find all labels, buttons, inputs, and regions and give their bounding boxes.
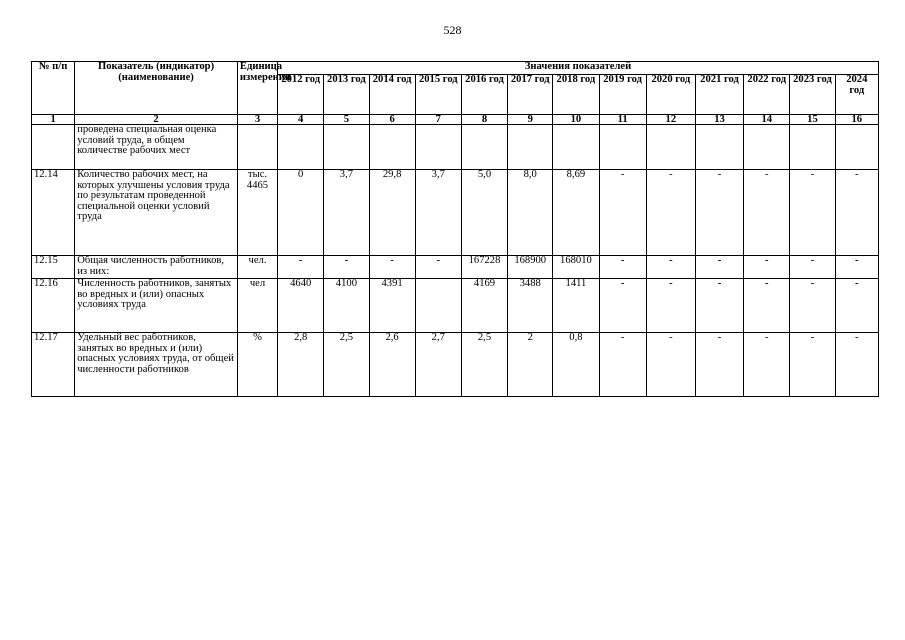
col-number: 15 <box>790 115 835 125</box>
value-cell: 3488 <box>508 279 553 333</box>
value-cell: 2,7 <box>415 333 461 397</box>
value-cell: - <box>695 279 743 333</box>
col-header-year: 2019 год <box>599 75 646 115</box>
unit-cell: тыс. 4465 <box>237 170 277 256</box>
value-cell: 1411 <box>553 279 599 333</box>
row-number <box>32 125 75 170</box>
col-header-year: 2021 год <box>695 75 743 115</box>
col-header-year: 2012 год <box>278 75 324 115</box>
table-header <box>32 62 879 125</box>
value-cell: - <box>790 279 835 333</box>
value-cell: - <box>790 170 835 256</box>
row-number: 12.16 <box>32 279 75 333</box>
value-cell: - <box>744 256 790 279</box>
value-cell <box>744 125 790 170</box>
value-cell <box>790 125 835 170</box>
col-number: 9 <box>508 115 553 125</box>
value-cell <box>324 125 369 170</box>
value-cell: 4640 <box>278 279 324 333</box>
col-number: 11 <box>599 115 646 125</box>
indicators-table <box>31 61 879 397</box>
col-header-no: № п/п <box>32 62 75 115</box>
value-cell: - <box>599 256 646 279</box>
table-row <box>32 125 879 170</box>
value-cell: - <box>835 279 878 333</box>
indicator-name: Общая численность работников, из них: <box>75 256 238 279</box>
value-cell <box>415 125 461 170</box>
value-cell: - <box>646 256 695 279</box>
value-cell <box>599 125 646 170</box>
value-cell <box>646 125 695 170</box>
unit-cell: чел <box>237 279 277 333</box>
value-cell: 5,0 <box>461 170 507 256</box>
value-cell: 4100 <box>324 279 369 333</box>
value-cell: 2,6 <box>369 333 415 397</box>
value-cell: 4169 <box>461 279 507 333</box>
value-cell <box>415 279 461 333</box>
value-cell: 167228 <box>461 256 507 279</box>
page-number: 528 <box>443 23 462 37</box>
col-number: 8 <box>461 115 507 125</box>
col-header-year: 2013 год <box>324 75 369 115</box>
value-cell: 4391 <box>369 279 415 333</box>
value-cell: - <box>695 170 743 256</box>
col-number: 3 <box>237 115 277 125</box>
value-cell: 29,8 <box>369 170 415 256</box>
value-cell: - <box>415 256 461 279</box>
col-header-year: 2016 год <box>461 75 507 115</box>
col-number: 5 <box>324 115 369 125</box>
value-cell: - <box>646 279 695 333</box>
value-cell <box>835 125 878 170</box>
value-cell: - <box>744 333 790 397</box>
row-number: 12.15 <box>32 256 75 279</box>
value-cell: - <box>835 333 878 397</box>
value-cell: - <box>599 333 646 397</box>
col-header-year: 2022 год <box>744 75 790 115</box>
value-cell: 168900 <box>508 256 553 279</box>
value-cell: 2 <box>508 333 553 397</box>
value-cell: - <box>599 170 646 256</box>
col-header-year: 2014 год <box>369 75 415 115</box>
value-cell <box>695 125 743 170</box>
value-cell: - <box>744 170 790 256</box>
col-number: 14 <box>744 115 790 125</box>
col-header-year: 2017 год <box>508 75 553 115</box>
value-cell: - <box>790 256 835 279</box>
value-cell: 3,7 <box>324 170 369 256</box>
table-row <box>32 333 879 397</box>
value-cell: - <box>599 279 646 333</box>
indicator-name: Количество рабочих мест, на которых улучшены условия труда по результатам проведенной специальной оценки условий труда <box>75 170 238 256</box>
value-cell: - <box>646 333 695 397</box>
value-cell <box>278 125 324 170</box>
table-row <box>32 256 879 279</box>
col-header-unit: Единица измерения <box>237 62 277 115</box>
col-number: 12 <box>646 115 695 125</box>
value-cell: 2,5 <box>324 333 369 397</box>
value-cell: - <box>835 170 878 256</box>
value-cell: 8,0 <box>508 170 553 256</box>
value-cell: - <box>278 256 324 279</box>
indicator-name: Численность работников, занятых во вредных и (или) опасных условиях труда <box>75 279 238 333</box>
value-cell <box>508 125 553 170</box>
col-header-year: 2020 год <box>646 75 695 115</box>
col-header-year: 2018 год <box>553 75 599 115</box>
col-number: 4 <box>278 115 324 125</box>
row-number: 12.17 <box>32 333 75 397</box>
col-number: 16 <box>835 115 878 125</box>
value-cell: 0 <box>278 170 324 256</box>
value-cell <box>369 125 415 170</box>
table-row <box>32 170 879 256</box>
value-cell: - <box>369 256 415 279</box>
value-cell <box>461 125 507 170</box>
value-cell: 168010 <box>553 256 599 279</box>
col-number: 10 <box>553 115 599 125</box>
value-cell: - <box>695 256 743 279</box>
indicator-name: проведена специальная оценка условий труда, в общем количестве рабочих мест <box>75 125 238 170</box>
value-cell: - <box>646 170 695 256</box>
col-number: 1 <box>32 115 75 125</box>
unit-cell: % <box>237 333 277 397</box>
col-number: 13 <box>695 115 743 125</box>
col-header-indicator: Показатель (индикатор) (наименование) <box>75 62 238 115</box>
value-cell: - <box>744 279 790 333</box>
value-cell: - <box>324 256 369 279</box>
value-cell: - <box>790 333 835 397</box>
value-cell: - <box>695 333 743 397</box>
value-cell: 2,5 <box>461 333 507 397</box>
value-cell <box>553 125 599 170</box>
col-header-values-group: Значения показателей <box>278 62 879 75</box>
value-cell: 2,8 <box>278 333 324 397</box>
col-number: 2 <box>75 115 238 125</box>
value-cell: 0,8 <box>553 333 599 397</box>
unit-cell <box>237 125 277 170</box>
unit-cell: чел. <box>237 256 277 279</box>
indicator-name: Удельный вес работников, занятых во вредных и (или) опасных условиях труда, от общей численности работников <box>75 333 238 397</box>
col-number: 7 <box>415 115 461 125</box>
col-number: 6 <box>369 115 415 125</box>
value-cell: 8,69 <box>553 170 599 256</box>
col-header-year: 2015 год <box>415 75 461 115</box>
table-row <box>32 279 879 333</box>
value-cell: 3,7 <box>415 170 461 256</box>
col-header-year: 2024 год <box>835 75 878 115</box>
col-header-year: 2023 год <box>790 75 835 115</box>
value-cell: - <box>835 256 878 279</box>
row-number: 12.14 <box>32 170 75 256</box>
